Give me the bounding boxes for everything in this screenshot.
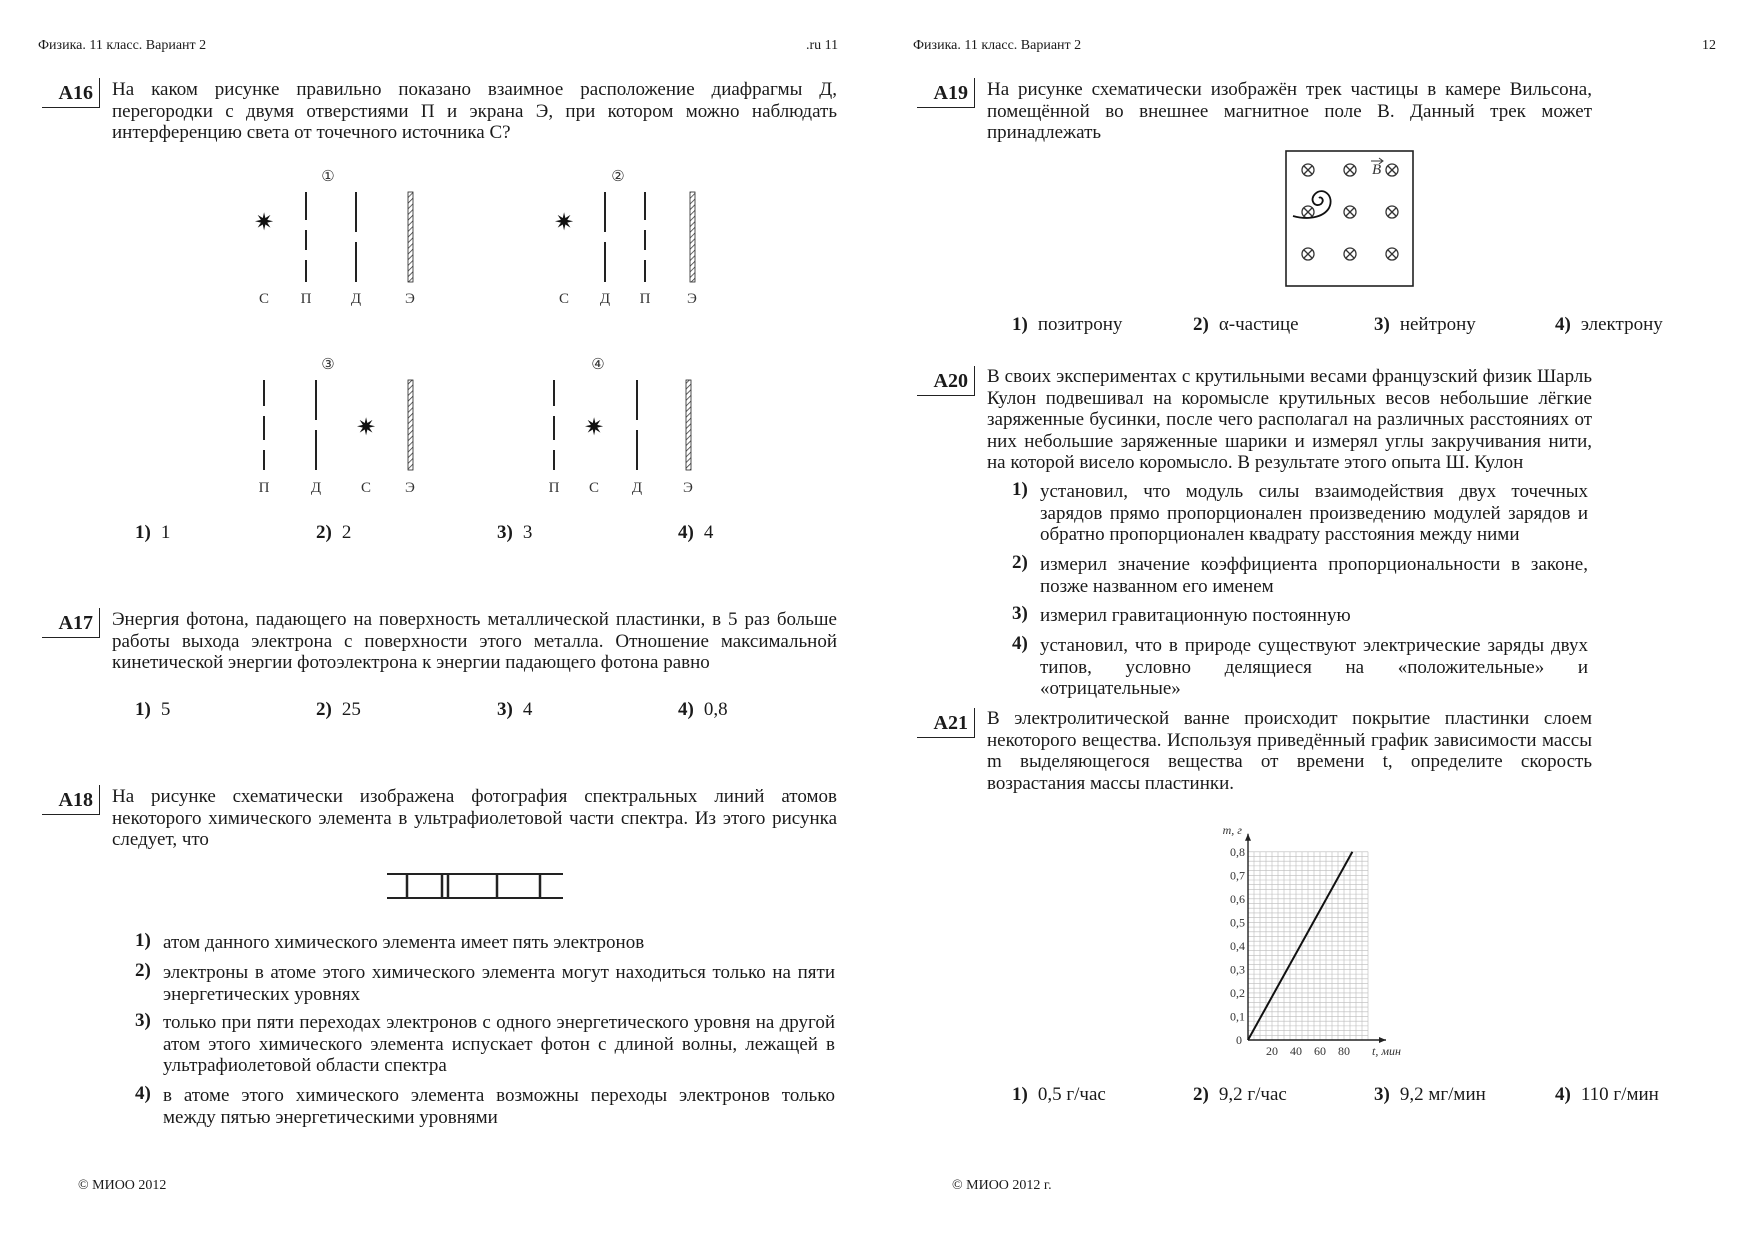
right-page: [877, 0, 1754, 1239]
diagram-4-label-4: Э: [683, 480, 693, 496]
y-tick-label: 0,1: [1230, 1009, 1245, 1024]
answer-option[interactable]: 3) 9,2 мг/мин: [1374, 1084, 1486, 1105]
diagram-1-label-1: С: [258, 291, 270, 307]
answer-option[interactable]: измерил значение коэффициента пропорциональности в законе, позже названном его именем: [1040, 554, 1588, 597]
y-tick-label: 0,2: [1230, 985, 1245, 1000]
diagram-1-label-3: Д: [350, 291, 362, 307]
answer-option[interactable]: 3) 4: [497, 699, 533, 720]
diagram-1-number: ①: [321, 169, 335, 185]
question-label-a20: A20: [917, 366, 975, 396]
option-number: 2): [135, 960, 151, 981]
answer-option[interactable]: измерил гравитационную постоянную: [1040, 605, 1351, 626]
option-number: 1): [135, 930, 151, 951]
y-tick-label: 0,5: [1230, 915, 1245, 930]
diagram-2-label-2: Д: [599, 291, 611, 307]
diagram-2-label-3: П: [639, 291, 651, 307]
mass-time-chart: [1212, 808, 1401, 1058]
answer-option[interactable]: 3) нейтрону: [1374, 314, 1476, 335]
source-star: ✷: [583, 415, 605, 441]
y-tick-label: 0,3: [1230, 962, 1245, 977]
question-text-a21: В электролитической ванне происходит покрытие пластинки слоем некоторого вещества. Используя приведённый график зависимости массы m выделяющегося вещества от времени t, определите скорость возрастания массы пластинки.: [987, 708, 1592, 794]
y-axis-arrow: [1245, 834, 1251, 841]
page-header-title: Физика. 11 класс. Вариант 2: [913, 38, 1082, 53]
diagram-4: [549, 357, 693, 496]
question-label-a21: A21: [917, 708, 975, 738]
option-number: 1): [1012, 479, 1028, 500]
question-label-a16: A16: [42, 78, 100, 108]
answer-option[interactable]: в атоме этого химического элемента возможны переходы электронов только между пятью энергетическими уровнями: [163, 1085, 835, 1128]
question-text-a19: На рисунке схематически изображён трек частицы в камере Вильсона, помещённой во внешнее магнитное поле B. Данный трек может принадлежать: [987, 79, 1592, 143]
y-tick-label: 0,6: [1230, 891, 1245, 906]
diagram-1-label-2: П: [300, 291, 312, 307]
y-tick-label: 0,4: [1230, 938, 1245, 953]
particle-track: [1293, 191, 1331, 218]
x-axis-label: t, мин: [1372, 1044, 1401, 1058]
diagram-4-label-2: С: [588, 480, 600, 496]
diagram-1: [254, 169, 415, 307]
page-footer: © МИОО 2012: [78, 1178, 167, 1193]
spectral-lines-figure: [385, 868, 565, 902]
question-text-a17: Энергия фотона, падающего на поверхность металлической пластинки, в 5 раз больше работы выхода электрона с поверхности этого металла. Отношение максимальной кинетической энергии фотоэлектрона к энергии падающего фотона равно: [112, 609, 837, 673]
answer-option[interactable]: 4) электрону: [1555, 314, 1663, 335]
answer-option[interactable]: 2) 9,2 г/час: [1193, 1084, 1287, 1105]
answer-option[interactable]: 3) 3: [497, 522, 533, 543]
diagram-3-number: ③: [321, 357, 335, 373]
source-star: ✷: [355, 415, 377, 441]
diagram-4-number: ④: [591, 357, 605, 373]
option-number: 4): [135, 1083, 151, 1104]
diagram-2: [554, 169, 697, 307]
answer-option[interactable]: 1) 1: [135, 522, 171, 543]
diagram-3-label-2: Д: [310, 480, 322, 496]
y-tick-label: 0,7: [1230, 868, 1245, 883]
question-label-a17: A17: [42, 608, 100, 638]
diagram-1-label-4: Э: [405, 291, 415, 307]
page-footer: © МИОО 2012 г.: [952, 1178, 1052, 1193]
field-into-page-symbols: [1302, 164, 1398, 260]
option-number: 2): [1012, 552, 1028, 573]
diagram-3-label-1: П: [258, 480, 270, 496]
page-number: .ru 11: [806, 38, 839, 53]
answer-option[interactable]: 2) 25: [316, 699, 361, 720]
diagram-4-label-1: П: [548, 480, 560, 496]
answer-option[interactable]: только при пяти переходах электронов с одного энергетического уровня на другой атом этого химического элемента испускает фотон с длиной волны, лежащей в ультрафиолетовой области спектра: [163, 1012, 835, 1076]
page-number: 12: [1702, 38, 1716, 53]
question-label-a19: A19: [917, 78, 975, 108]
x-axis-arrow: [1379, 1037, 1386, 1043]
field-vector-label: B: [1372, 162, 1382, 178]
page-header-title: Физика. 11 класс. Вариант 2: [38, 38, 207, 53]
answer-option[interactable]: установил, что модуль силы взаимодействия двух точечных зарядов прямо пропорционален произведению модулей зарядов и обратно пропорционален квадрату расстояния между ними: [1040, 481, 1588, 545]
answer-option[interactable]: установил, что в природе существуют электрические заряды двух типов, условно делящиеся на «положительные» и «отрицательные»: [1040, 635, 1588, 699]
y-tick-label: 0,8: [1230, 844, 1245, 859]
option-number: 3): [1012, 603, 1028, 624]
answer-option[interactable]: электроны в атоме этого химического элемента могут находиться только на пяти энергетических уровнях: [163, 962, 835, 1005]
answer-option[interactable]: 4) 4: [678, 522, 714, 543]
origin-label: 0: [1236, 1033, 1242, 1047]
answer-option[interactable]: 1) позитрону: [1012, 314, 1123, 335]
question-text-a18: На рисунке схематически изображена фотография спектральных линий атомов некоторого химического элемента в ультрафиолетовой части спектра. Из этого рисунка следует, что: [112, 786, 837, 850]
diagram-3: [259, 357, 415, 496]
a16-diagrams: [230, 160, 730, 500]
x-tick-label: 40: [1290, 1044, 1302, 1058]
option-number: 3): [135, 1010, 151, 1031]
y-axis-label: m, г: [1222, 822, 1242, 837]
diagram-3-label-4: Э: [405, 480, 415, 496]
answer-option[interactable]: 4) 110 г/мин: [1555, 1084, 1659, 1105]
source-star: ✷: [553, 210, 575, 236]
option-number: 4): [1012, 633, 1028, 654]
answer-option[interactable]: 2) 2: [316, 522, 352, 543]
question-label-a18: A18: [42, 785, 100, 815]
answer-option[interactable]: 4) 0,8: [678, 699, 728, 720]
answer-option[interactable]: 1) 0,5 г/час: [1012, 1084, 1106, 1105]
diagram-2-label-1: С: [558, 291, 570, 307]
answer-option[interactable]: атом данного химического элемента имеет пять электронов: [163, 932, 645, 953]
x-tick-label: 60: [1314, 1044, 1326, 1058]
diagram-3-label-3: С: [360, 480, 372, 496]
cloud-chamber-figure: [1285, 150, 1415, 288]
diagram-2-number: ②: [611, 169, 625, 185]
source-star: ✷: [253, 210, 275, 236]
question-text-a20: В своих экспериментах с крутильными весами французский физик Шарль Кулон подвешивал на коромысле крутильных весов небольшие лёгкие заряженные бусинки, после чего располагал на различных расстояниях от них небольшие заряженные шарики и измерял углы закручивания нити, на которой висело коромысло. В результате этого опыта Ш. Кулон: [987, 366, 1592, 473]
x-tick-label: 80: [1338, 1044, 1350, 1058]
question-text-a16: На каком рисунке правильно показано взаимное расположение диафрагмы Д, перегородки с двумя отверстиями П и экрана Э, при котором можно наблюдать интерференцию света от точечного источника С?: [112, 79, 837, 143]
answer-option[interactable]: 1) 5: [135, 699, 171, 720]
answer-option[interactable]: 2) α-частице: [1193, 314, 1299, 335]
x-tick-label: 20: [1266, 1044, 1278, 1058]
diagram-2-label-4: Э: [687, 291, 697, 307]
diagram-4-label-3: Д: [631, 480, 643, 496]
